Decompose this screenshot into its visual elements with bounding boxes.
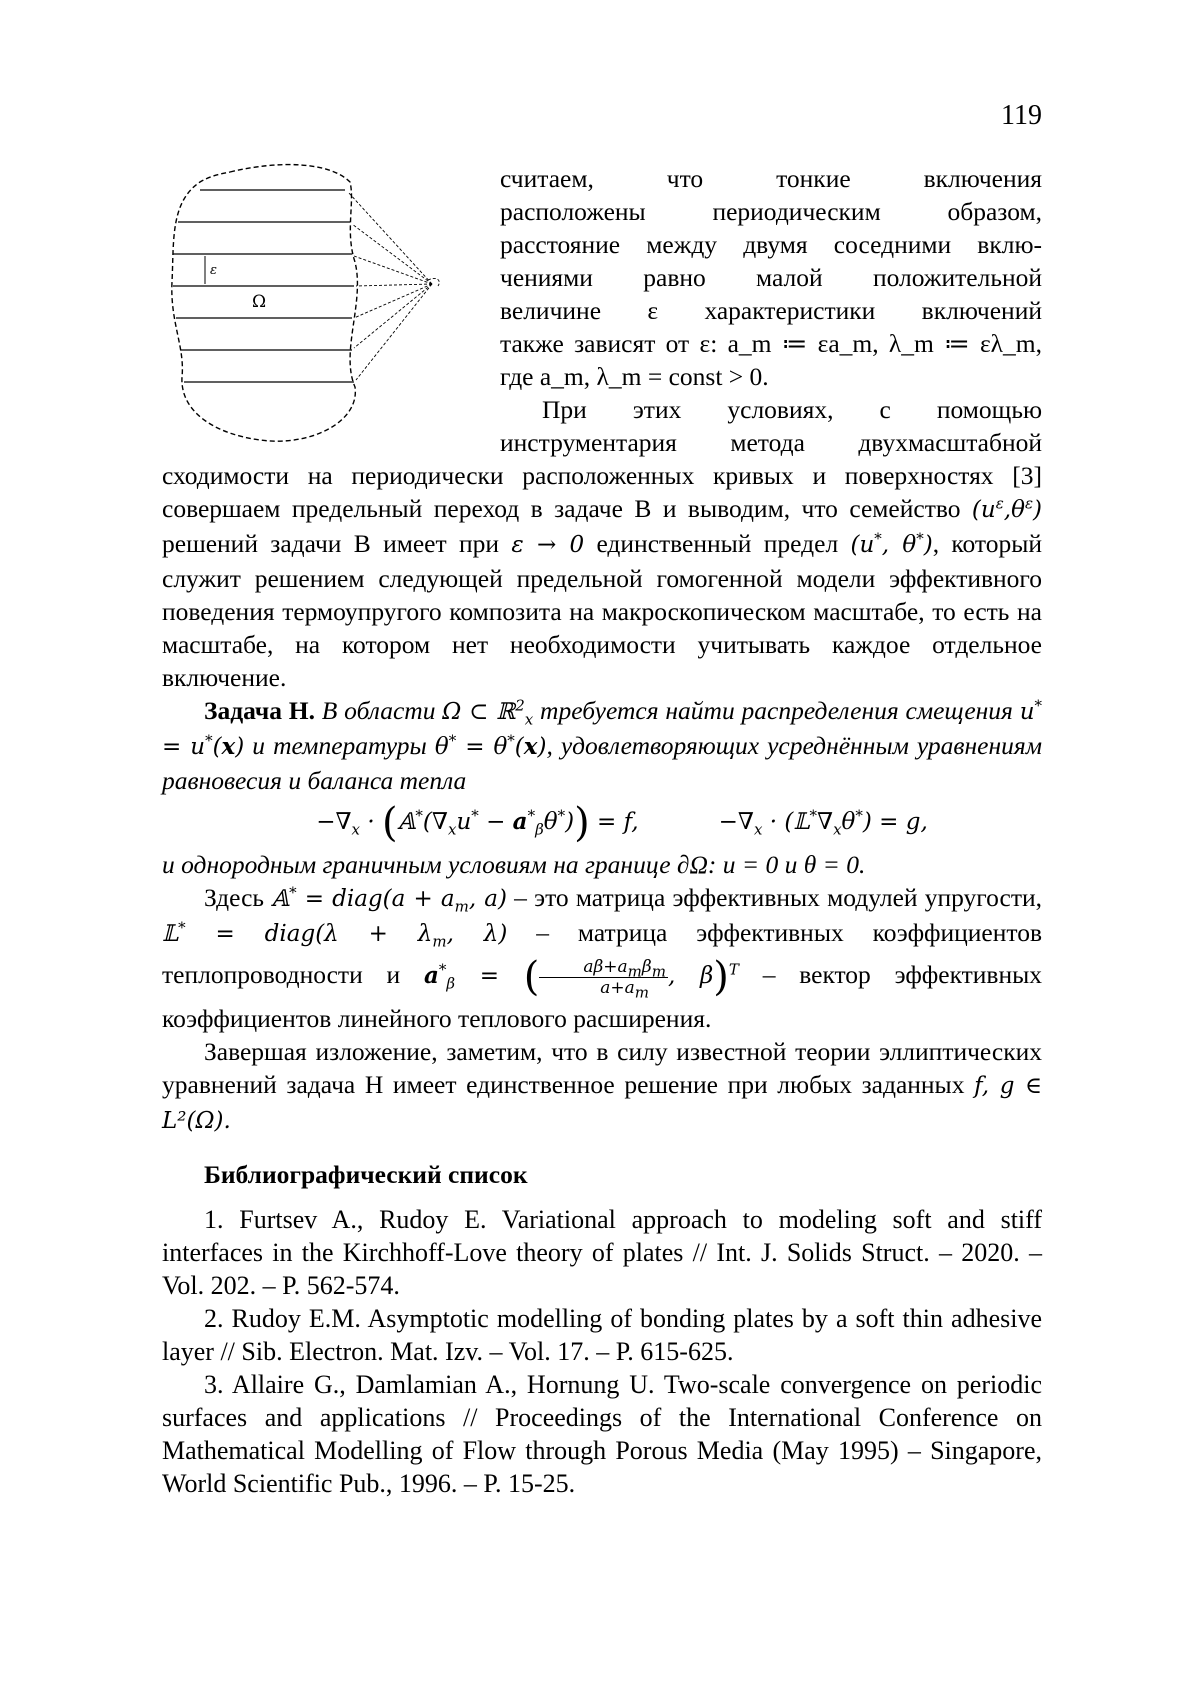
final-text: Завершая изложение, заметим, что в силу известной теории эллиптических уравнений задача H имеет единственное решение при любых заданных [162, 1037, 1042, 1099]
bibliography-heading: Библиографический список [204, 1160, 528, 1189]
para2-text-1: сходимости на периодически расположенных кривых и поверхностях [3] совершаем предельный переход в задаче B и выводим, что семейство [162, 461, 1042, 523]
final-math: f, g ∈ L²(Ω). [162, 1073, 1043, 1134]
matrix-definitions [162, 881, 1042, 1035]
omega-label: Ω [252, 292, 267, 312]
epsilon-label: ε [210, 263, 217, 278]
here-text-4: – вектор эффективных коэффициентов линейного теплового расширения. [162, 960, 1042, 1033]
intro-wrapped-text [500, 162, 1042, 459]
para2-text-3: единственный предел [596, 529, 839, 558]
displacement-def: u* = u*(x) [162, 696, 1043, 760]
problem-label: Задача H. [204, 696, 315, 725]
epsilon-limit: ε → 0 [511, 532, 585, 558]
problem-statement [162, 694, 1042, 797]
domain-diagram [160, 162, 490, 452]
domain-figure [160, 162, 490, 452]
homogenized-equations: $-\nabla_x$ · $(𝔸^*(\nabla_xu^* - a^*_\beta\theta^*)) = f$, $-\nabla_x$ · $(𝕃^*\nabla_x\theta^*) = g$, [316, 800, 928, 846]
para2-text-2: решений задачи B имеет при [162, 529, 500, 558]
reference-item: 3. Allaire G., Damlamian A., Hornung U. Two-scale convergence on periodic surfaces and applications // Proceedings of the International Conference on Mathematical Modelling of Flow through Porous Media (May 1995) – Singapore, World Scientific Pub., 1996. – P. 15-25. [162, 1370, 1042, 1498]
pointer-arrows [348, 192, 439, 380]
intro-line-4: чениями равно малой положительной [500, 263, 1042, 292]
final-paragraph [162, 1035, 1042, 1138]
intro-line-3: расстояние между двумя соседними вклю- [500, 230, 1042, 259]
domain-inclusion: Ω ⊂ ℝ$^2_x$ [442, 696, 534, 729]
para2-line-2: инструментария метода двухмасштабной [500, 428, 1042, 457]
intro-line-1: считаем, что тонкие включения [500, 164, 1042, 193]
para2-line-1: При этих условиях, с помощью [542, 395, 1042, 424]
problem-text-1: В области [321, 696, 436, 725]
problem-text-2: требуется найти распределения смещения [540, 696, 1013, 725]
inclusion-lines [173, 190, 354, 382]
intro-line-5: величине ε характеристики включений [500, 296, 1042, 325]
here-text-1: Здесь [204, 883, 265, 912]
here-text-2: – это матрица эффективных модулей упругости, [514, 883, 1042, 912]
limit-pair: (u*, θ*) [850, 529, 933, 558]
boundary-conditions: и однородным граничным условиям на границе ∂Ω: u = 0 и θ = 0. [162, 850, 866, 879]
reference-item: 1. Furtsev A., Rudoy E. Variational approach to modeling soft and stiff interfaces in the Kirchhoff-Love theory of plates // Int. J. Solids Struct. – 2020. – Vol. 202. – P. 562-574. [162, 1205, 1042, 1300]
intro-line-2: расположены периодическим образом, [500, 197, 1042, 226]
para2-text-4: , который служит решением следующей предельной гомогенной модели эффективного поведения термоупругого композита на макроскопическом масштабе, то есть на масштабе, на котором нет необходимости учитывать каждое отдельное включение. [162, 529, 1042, 692]
problem-text-3: и температуры [252, 731, 427, 760]
temperature-def: θ* = θ*(x) [434, 731, 547, 760]
expansion-vector: $a^*_\beta$ = ( $\frac{a\beta+a_m\beta_m}{a+a_m}$ , β)$^T$ [423, 954, 739, 1001]
problem-text-4: , удовлетворяющих усреднённым уравнениям равновесия и баланса тепла [162, 731, 1042, 795]
reference-item: 2. Rudoy E.M. Asymptotic modelling of bonding plates by a soft thin adhesive layer // Sib. Electron. Mat. Izv. – Vol. 17. – P. 615-625. [162, 1304, 1042, 1366]
page-number: 119 [1001, 100, 1042, 131]
intro-line-7: где a_m, λ_m = const > 0. [500, 362, 769, 391]
intro-line-6: также зависят от ε: a_m ≔ εa_m, λ_m ≔ ελ_m, [500, 329, 1042, 358]
here-text-3: – матрица эффективных коэффициентов теплопроводности и [162, 918, 1042, 989]
elastic-matrix: 𝔸* = diag(a + $a_m$, a) [271, 883, 507, 916]
reference-list [162, 1203, 1042, 1500]
paragraph-limit [162, 459, 1042, 694]
conductivity-matrix: 𝕃* = diag(λ + $\lambda_m$, λ) [162, 918, 508, 951]
page-body [162, 162, 1042, 1500]
family-notation: $(u^\varepsilon,\theta^\varepsilon)$ [971, 494, 1042, 523]
